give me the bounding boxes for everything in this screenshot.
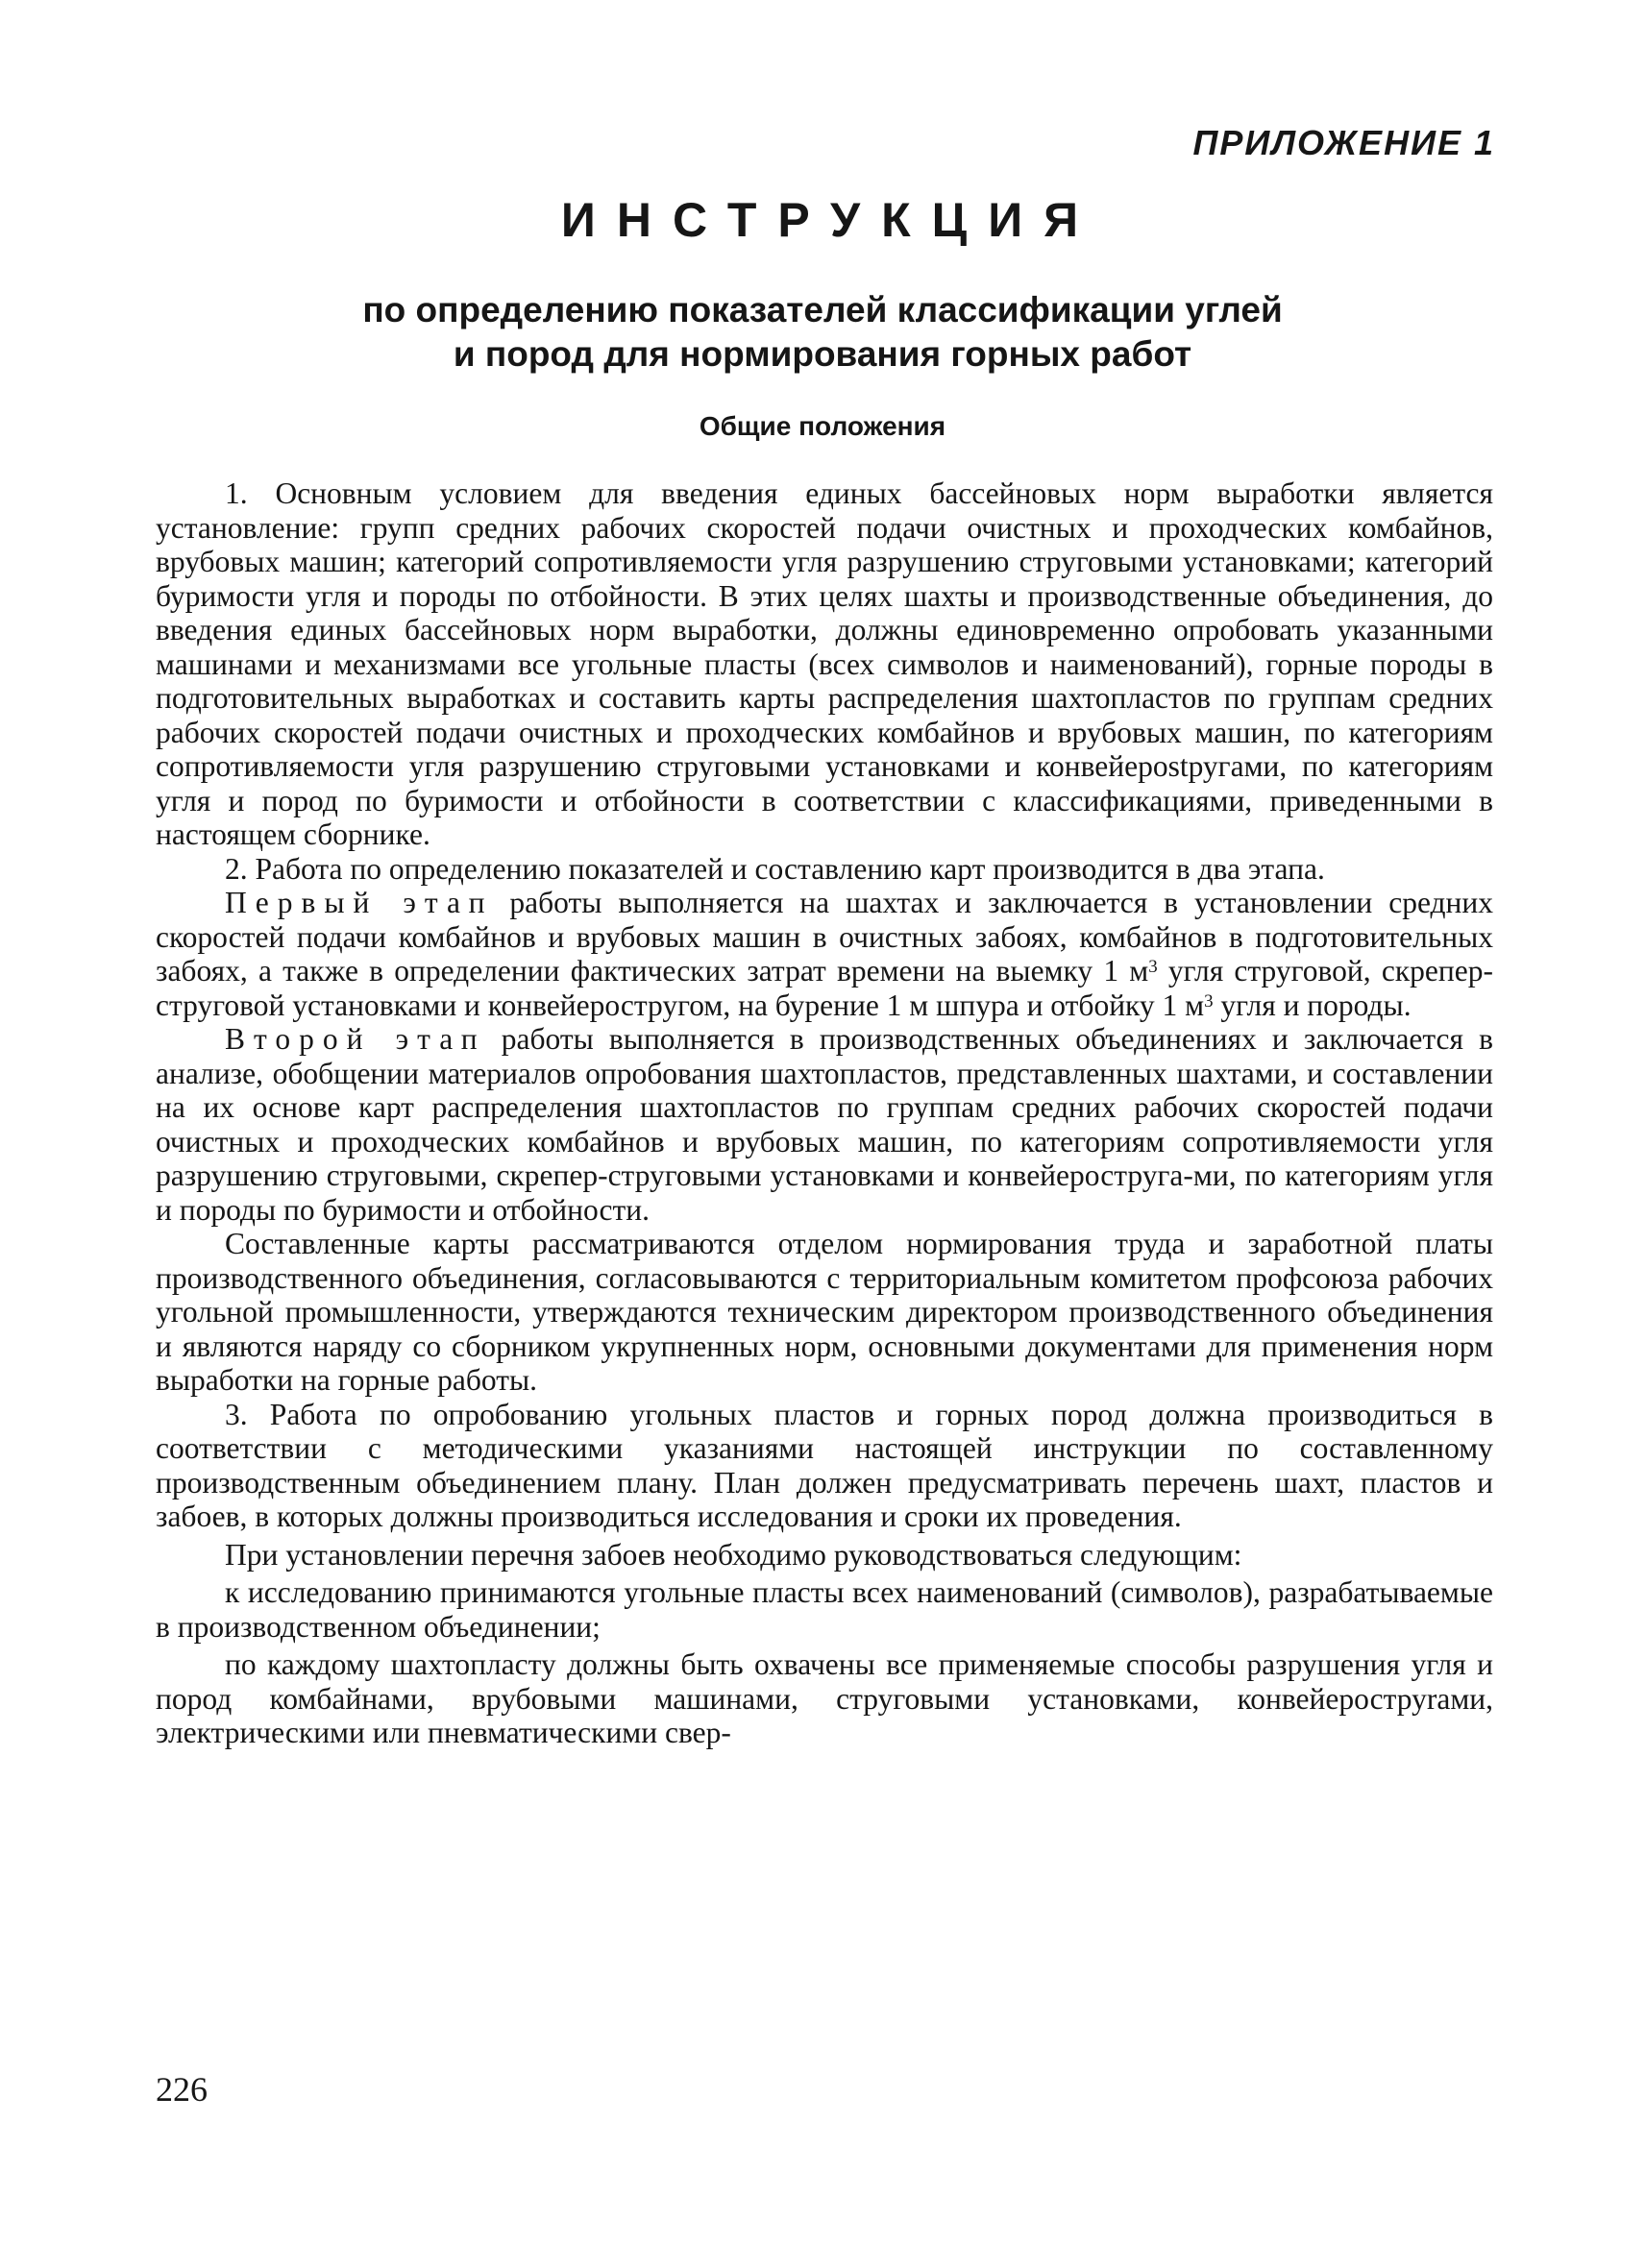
stage-two-label: Второй этап [225, 1022, 486, 1056]
paragraph-1: 1. Основным условием для введения единых бассейновых норм выработки является установление: групп средних рабочих скоростей подачи очистных и проходческих комбайнов, врубовых машин; категорий сопротивляемости угля разрушению струговыми установками; категорий буримости угля и породы по отбойности. В этих целях шахты и производственные объединения, до введения единых бассейновых норм выработки, должны единовременно опробовать указанными машинами и механизмами все угольные пласты (всех символов и наименований), горные породы в подготовительных выработках и составить карты распределения шахтопластов по группам средних рабочих скоростей подачи очистных и проходческих комбайнов и врубовых машин, по категориям сопротивляемости угля разрушению струговыми установками и конвейерostругами, по категориям угля и пород по буримости и отбойности в соответствии с классификациями, приведенными в настоящем сборнике. [156, 476, 1493, 851]
page-number: 226 [156, 2070, 208, 2109]
subtitle-line: и пород для нормирования горных работ [453, 334, 1192, 374]
document-subtitle [192, 288, 1453, 377]
paragraph-7: При установлении перечня забоев необходимо руководствоваться следующим: [225, 1537, 1242, 1572]
document-title: ИНСТРУКЦИЯ [560, 193, 1100, 247]
paragraph-text: угля и породы. [1213, 988, 1412, 1022]
stage-one-label: Первый этап [225, 886, 494, 919]
paragraph-3 [156, 886, 1493, 1022]
paragraph-8: к исследованию принимаются угольные пласты всех наименований (символов), разрабатываемые в производственном объединении; [156, 1575, 1493, 1644]
paragraph-text: работы выполняется на шахтах и заключается в установлении средних скоростей подачи комбайнов и врубовых машин в очистных забоях, комбайнов в подготовительных забоях, а также в определении фактических затрат времени на выемку 1 м [156, 886, 1493, 988]
superscript: 3 [1204, 990, 1214, 1012]
paragraph-2: 2. Работа по определению показателей и составлению карт производится в два этапа. [225, 851, 1325, 886]
body-text [156, 476, 1493, 1750]
paragraph-9: по каждому шахтопласту должны быть охвачены все применяемые способы разрушения угля и пород комбайнами, врубовыми машинами, струговыми установками, конвейероструrами, электрическими или пневматическими свер- [156, 1647, 1493, 1749]
section-heading: Общие положения [699, 411, 946, 441]
superscript: 3 [1148, 957, 1158, 977]
paragraph-text: угля струговой, скрепер-струговой установками и конвейеростругом, на бурение 1 м шпура и отбойку 1 м [156, 954, 1493, 1022]
paragraph-5: Составленные карты рассматриваются отделом нормирования труда и заработной платы производственного объединения, согласовываются с территориальным комитетом профсоюза рабочих угольной промышленности, утверждаются техническим директором производственного объединения и являются наряду со сборником укрупненных норм, основными документами для применения норм выработки на горные работы. [156, 1227, 1493, 1397]
subtitle-line: по определению показателей классификации углей [362, 290, 1283, 329]
paragraph-text: работы выполняется в производственных объединениях и заключается в анализе, обобщении материалов опробования шахтопластов, представленных шахтами, и составлении на их основе карт распределения шахтопластов по группам средних рабочих скоростей подачи очистных и проходческих комбайнов и врубовых машин, по категориям сопротивляемости угля разрушению струговыми, скрепер-струговыми установками и конвейероструга-ми, по категориям угля и породы по буримости и отбойности. [156, 1022, 1494, 1227]
paragraph-6: 3. Работа по опробованию угольных пластов и горных пород должна производиться в соответствии с методическими указаниями настоящей инструкции по составленному производственным объединением плану. План должен предусматривать перечень шахт, пластов и забоев, в которых должны производиться исследования и сроки их проведения. [156, 1397, 1493, 1533]
paragraph-4 [156, 1022, 1493, 1227]
appendix-label: ПРИЛОЖЕНИЕ 1 [1192, 123, 1495, 162]
